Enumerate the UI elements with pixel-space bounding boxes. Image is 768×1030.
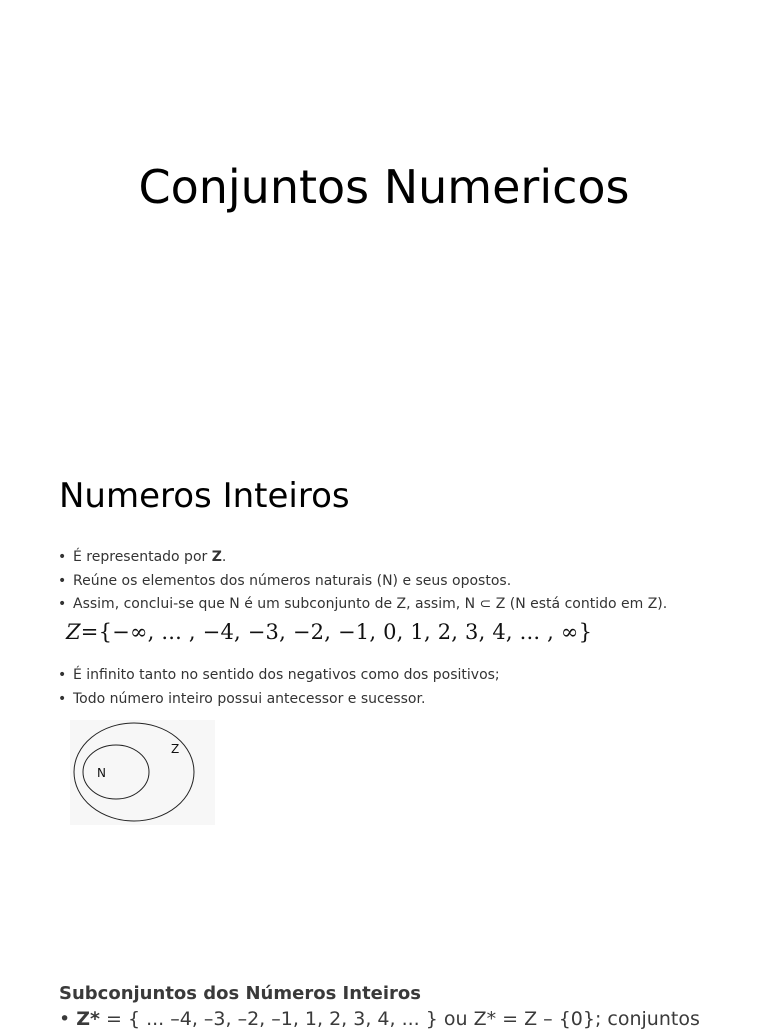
formula-lhs: Z <box>66 620 81 644</box>
bullet-item: • Reúne os elementos dos números naturais (N) e seus opostos. <box>58 570 667 594</box>
bullet-item <box>58 546 667 570</box>
integer-set-symbol: Z <box>211 549 222 565</box>
slide-title: Numeros Inteiros <box>59 476 350 516</box>
bullet-item: • Assim, conclui-se que N é um subconjunto de Z, assim, N ⊂ Z (N está contido em Z). <box>58 593 667 617</box>
bullet-list-top <box>58 546 667 617</box>
bullet-marker: • <box>59 1008 77 1030</box>
venn-diagram <box>70 720 215 825</box>
page-title: Conjuntos Numericos <box>138 160 630 214</box>
venn-background <box>70 720 215 825</box>
formula-rhs: ={−∞, ... , −4, −3, −2, −1, 0, 1, 2, 3, 4, ... , ∞} <box>80 620 593 644</box>
venn-outer-label: Z <box>171 742 180 756</box>
venn-inner-label: N <box>97 766 106 780</box>
next-slide-title: Subconjuntos dos Números Inteiros <box>59 983 422 1004</box>
next-slide-first-line <box>59 1008 700 1030</box>
bullet-text: É representado por <box>73 549 212 565</box>
bullet-list-bottom <box>58 664 500 711</box>
bullet-item: • É infinito tanto no sentido dos negativos como dos positivos; <box>58 664 500 688</box>
integer-set-formula <box>66 620 592 644</box>
bullet-item: • Todo número inteiro possui antecessor e sucessor. <box>58 688 500 712</box>
bullet-text-suffix: . <box>221 549 227 565</box>
next-slide-line-text: = { ... –4, –3, –2, –1, 1, 2, 3, 4, ... } ou Z* = Z – {0}; conjuntos <box>99 1008 700 1030</box>
z-star-symbol: Z* <box>76 1008 100 1030</box>
